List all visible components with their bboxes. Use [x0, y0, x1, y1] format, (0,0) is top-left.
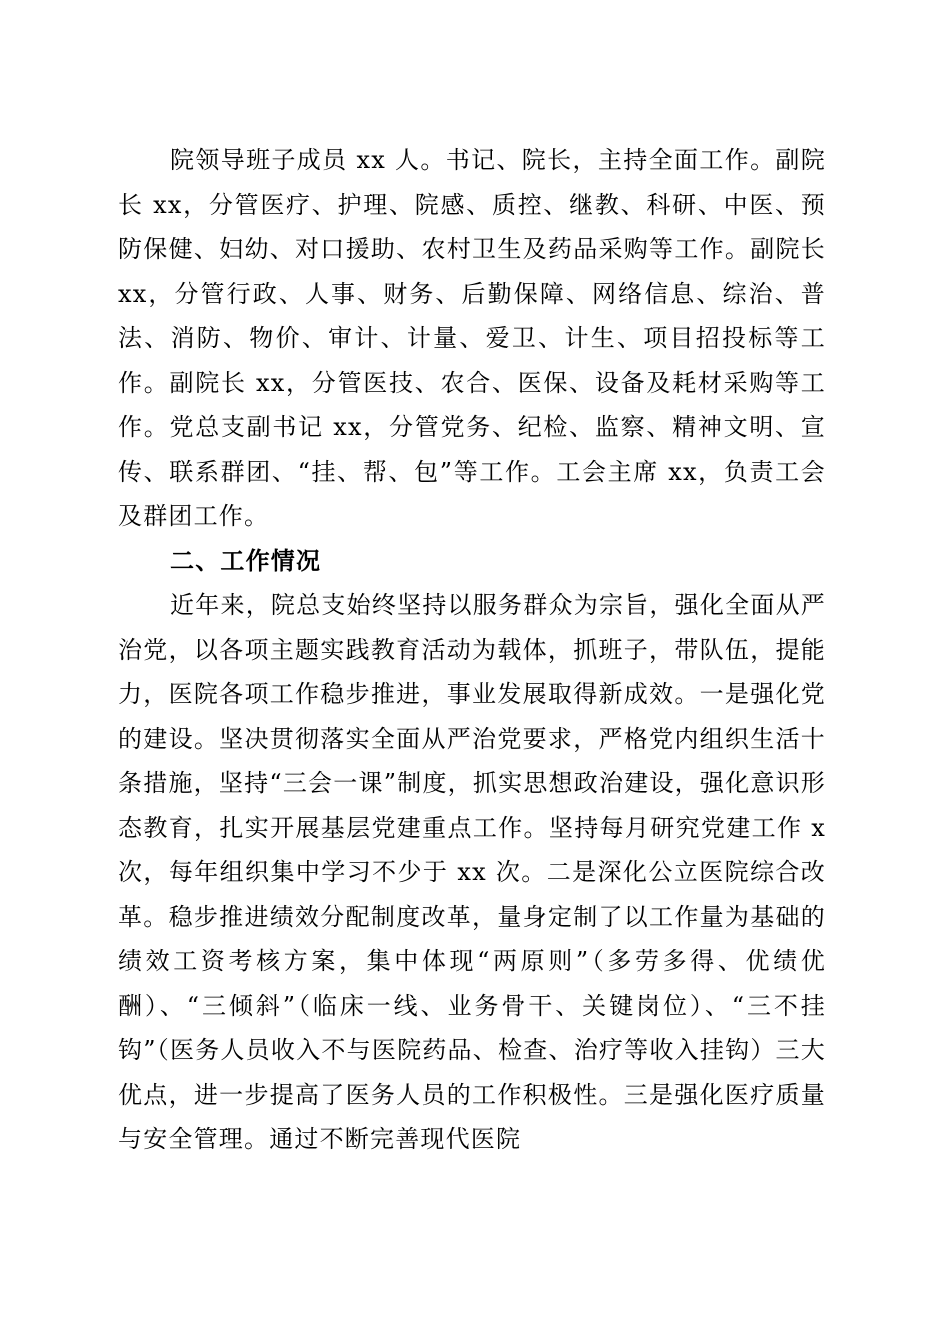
section-heading: 二、工作情况: [170, 546, 322, 575]
leadership-paragraph: 院领导班子成员 xx 人。书记、院长，主持全面工作。副院长 xx，分管医疗、护理、院感、质控、继教、科研、中医、预防保健、妇幼、对口援助、农村卫生及药品采购等工作。副院长 xx，分管行政、人事、财务、后勤保障、网络信息、综治、普法、消防、物价、审计、计量、爱卫、计生、项目招投标等工作。副院长 xx，分管医技、农合、医保、设备及耗材采购等工作。党总支副书记 xx，分管党务、纪检、监察、精神文明、宣传、联系群团、“挂、帮、包”等工作。工会主席 xx，负责工会及群团工作。: [118, 146, 826, 530]
work-status-paragraph: 近年来，院总支始终坚持以服务群众为宗旨，强化全面从严治党，以各项主题实践教育活动为载体，抓班子，带队伍，提能力，医院各项工作稳步推进，事业发展取得新成效。一是强化党的建设。坚决贯彻落实全面从严治党要求，严格党内组织生活十条措施，坚持“三会一课”制度，抓实思想政治建设，强化意识形态教育，扎实开展基层党建重点工作。坚持每月研究党建工作 x 次，每年组织集中学习不少于 xx 次。二是深化公立医院综合改革。稳步推进绩效分配制度改革，量身定制了以工作量为基础的绩效工资考核方案，集中体现“两原则”（多劳多得、优绩优酬）、“三倾斜”（临床一线、业务骨干、关键岗位）、“三不挂钩”（医务人员收入不与医院药品、检查、治疗等收入挂钩）三大优点，进一步提高了医务人员的工作积极性。三是强化医疗质量与安全管理。通过不断完善现代医院: [118, 591, 826, 1153]
document-body: [118, 138, 826, 1162]
